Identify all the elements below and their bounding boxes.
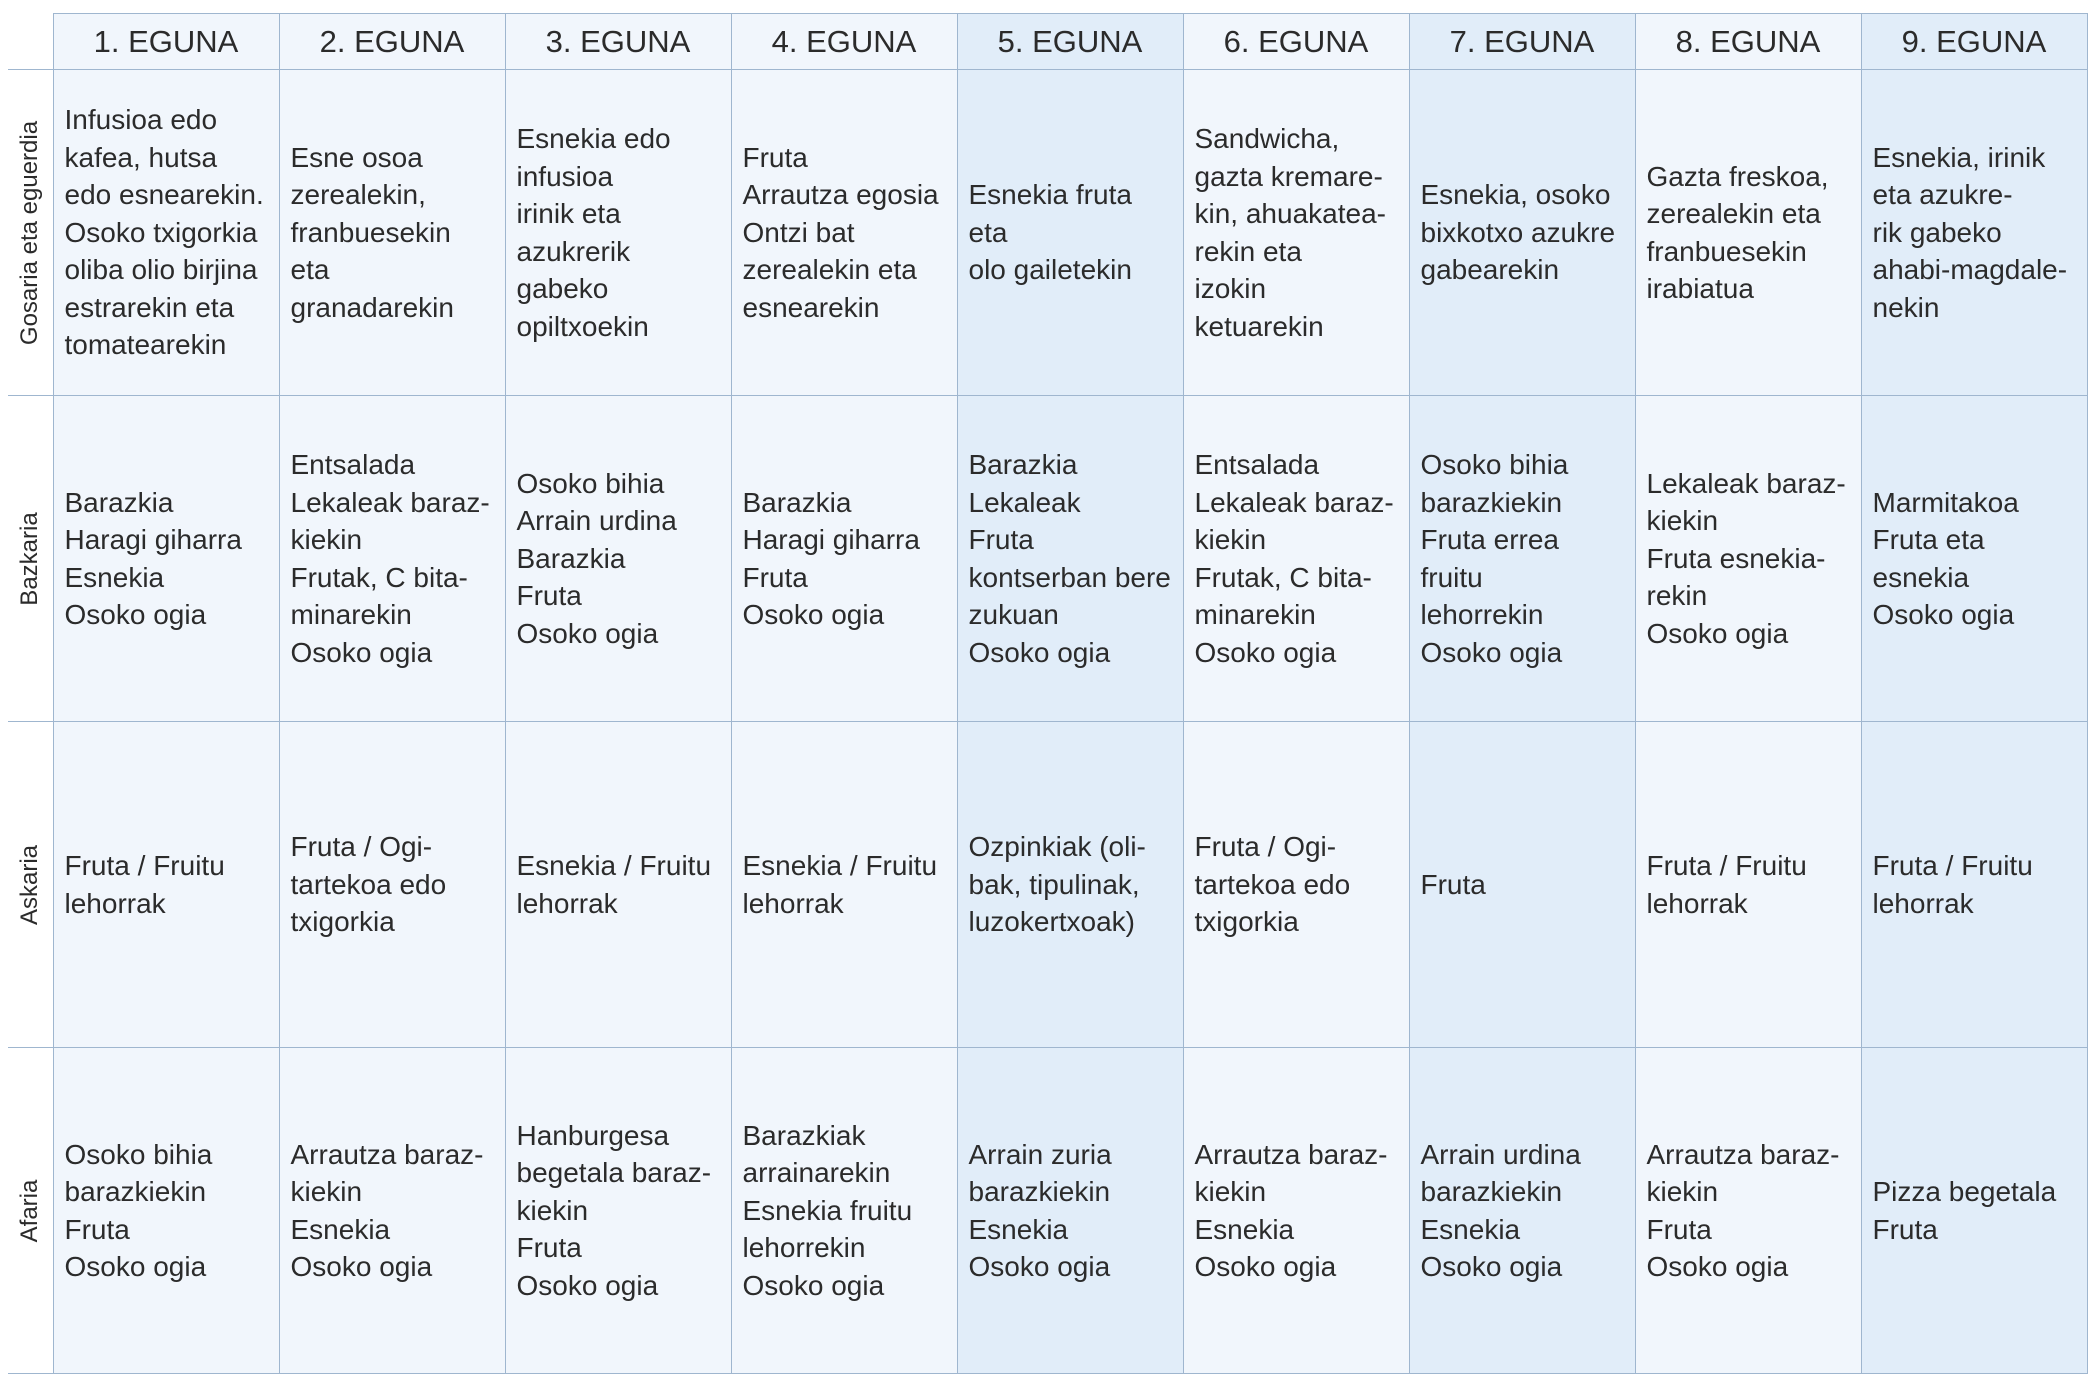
meal-cell: Pizza begetala Fruta [1861, 1048, 2087, 1374]
day-header: 6. EGUNA [1183, 14, 1409, 70]
meal-cell: Barazkia Haragi giharra Fruta Osoko ogia [731, 396, 957, 722]
meal-cell: Esnekia / Fruitu lehorrak [505, 722, 731, 1048]
day-header: 8. EGUNA [1635, 14, 1861, 70]
meal-cell: Infusioa edo kafea, hutsa edo esnearekin. Osoko txigorkia oliba olio birjina estrarekin eta tomatearekin [53, 70, 279, 396]
meal-cell: Fruta / Fruitu lehorrak [1635, 722, 1861, 1048]
meal-cell: Arrautza baraz- kiekin Fruta Osoko ogia [1635, 1048, 1861, 1374]
meal-cell: Fruta / Fruitu lehorrak [53, 722, 279, 1048]
meal-cell: Fruta / Ogi- tartekoa edo txigorkia [279, 722, 505, 1048]
meal-label-cell [8, 1048, 53, 1374]
meal-cell: Arrautza baraz- kiekin Esnekia Osoko ogia [1183, 1048, 1409, 1374]
meal-label: Gosaria eta eguerdia [16, 120, 44, 345]
day-header: 9. EGUNA [1861, 14, 2087, 70]
meal-cell: Entsalada Lekaleak baraz- kiekin Frutak, C bita- minarekin Osoko ogia [1183, 396, 1409, 722]
meal-label-cell [8, 722, 53, 1048]
meal-cell: Fruta [1409, 722, 1635, 1048]
meal-label-cell [8, 396, 53, 722]
day-header: 1. EGUNA [53, 14, 279, 70]
day-header: 2. EGUNA [279, 14, 505, 70]
day-header-row [8, 14, 2087, 70]
meal-cell: Hanburgesa begetala baraz- kiekin Fruta Osoko ogia [505, 1048, 731, 1374]
meal-cell: Fruta / Ogi- tartekoa edo txigorkia [1183, 722, 1409, 1048]
meal-cell: Ozpinkiak (oli- bak, tipulinak, luzokertxoak) [957, 722, 1183, 1048]
meal-cell: Arrautza baraz- kiekin Esnekia Osoko ogia [279, 1048, 505, 1374]
weekly-menu-table [8, 13, 2088, 1374]
meal-cell: Fruta Arrautza egosia Ontzi bat zerealekin eta esnearekin [731, 70, 957, 396]
meal-row-afaria [8, 1048, 2087, 1374]
meal-cell: Esnekia fruta eta olo gailetekin [957, 70, 1183, 396]
meal-cell: Sandwicha, gazta kremare- kin, ahuakatea- rekin eta izokin ketuarekin [1183, 70, 1409, 396]
meal-label-cell [8, 70, 53, 396]
day-header: 5. EGUNA [957, 14, 1183, 70]
meal-row-bazkaria [8, 396, 2087, 722]
meal-cell: Fruta / Fruitu lehorrak [1861, 722, 2087, 1048]
meal-cell: Osoko bihia barazkiekin Fruta errea fruitu lehorrekin Osoko ogia [1409, 396, 1635, 722]
meal-row-gosaria [8, 70, 2087, 396]
meal-cell: Lekaleak baraz- kiekin Fruta esnekia- rekin Osoko ogia [1635, 396, 1861, 722]
meal-cell: Osoko bihia barazkiekin Fruta Osoko ogia [53, 1048, 279, 1374]
meal-cell: Entsalada Lekaleak baraz- kiekin Frutak, C bita- minarekin Osoko ogia [279, 396, 505, 722]
day-header: 3. EGUNA [505, 14, 731, 70]
meal-label: Bazkaria [16, 511, 44, 606]
meal-cell: Arrain zuria barazkiekin Esnekia Osoko ogia [957, 1048, 1183, 1374]
meal-cell: Esnekia, irinik eta azukre- rik gabeko ahabi-magdale- nekin [1861, 70, 2087, 396]
table-corner [8, 14, 53, 70]
meal-cell: Barazkiak arrainarekin Esnekia fruitu lehorrekin Osoko ogia [731, 1048, 957, 1374]
meal-cell: Osoko bihia Arrain urdina Barazkia Fruta Osoko ogia [505, 396, 731, 722]
meal-cell: Esnekia edo infusioa irinik eta azukrerik gabeko opiltxoekin [505, 70, 731, 396]
meal-cell: Barazkia Lekaleak Fruta kontserban bere zukuan Osoko ogia [957, 396, 1183, 722]
day-header: 4. EGUNA [731, 14, 957, 70]
meal-label: Afaria [16, 1179, 44, 1242]
meal-cell: Esne osoa zerealekin, franbuesekin eta granadarekin [279, 70, 505, 396]
meal-cell: Barazkia Haragi giharra Esnekia Osoko ogia [53, 396, 279, 722]
meal-cell: Esnekia, osoko bixkotxo azukre gabearekin [1409, 70, 1635, 396]
meal-cell: Arrain urdina barazkiekin Esnekia Osoko ogia [1409, 1048, 1635, 1374]
meal-cell: Gazta freskoa, zerealekin eta franbuesekin irabiatua [1635, 70, 1861, 396]
meal-cell: Esnekia / Fruitu lehorrak [731, 722, 957, 1048]
meal-label: Askaria [16, 844, 44, 925]
meal-row-askaria [8, 722, 2087, 1048]
day-header: 7. EGUNA [1409, 14, 1635, 70]
meal-cell: Marmitakoa Fruta eta esnekia Osoko ogia [1861, 396, 2087, 722]
